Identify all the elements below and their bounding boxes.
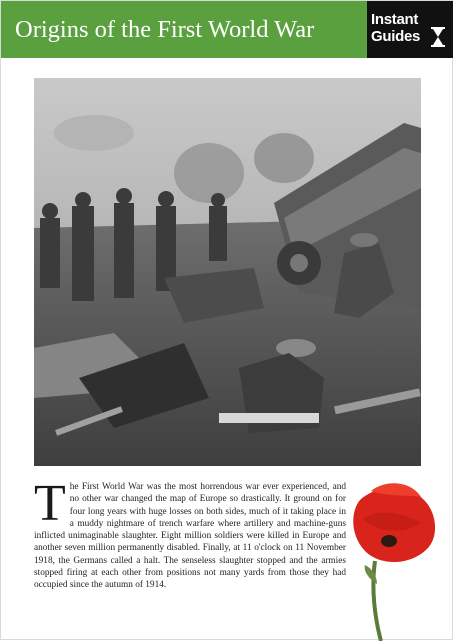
drop-cap: T	[34, 475, 66, 532]
intro-text: he First World War was the most horrendous war ever experienced, and no other war changed the map of Europe so drastically. It ground on for four long years with huge losses on both sides, much of it taking place in a muddy nightmare of trench warfare where artillery and machine-guns inflicted unimaginable slaughter. Eight million soldiers were killed in Europe and another seven million permanently disabled. Finally, at 11 o'clock on 11 November 1918, the Germans called a halt. The senseless slaughter stopped and the armies stopped firing at each other from positions not many yards from those they had occupied since the autumn of 1914.	[34, 482, 346, 591]
title-band	[1, 1, 453, 58]
battlefield-photo	[34, 78, 421, 466]
intro-paragraph	[34, 475, 346, 592]
poppy-icon	[341, 479, 441, 641]
series-name-line2: Guides	[371, 28, 421, 45]
series-name-line1: Instant	[371, 11, 419, 28]
series-logo	[367, 1, 453, 58]
hourglass-icon	[430, 27, 446, 47]
book-title: Origins of the First World War	[15, 16, 315, 43]
